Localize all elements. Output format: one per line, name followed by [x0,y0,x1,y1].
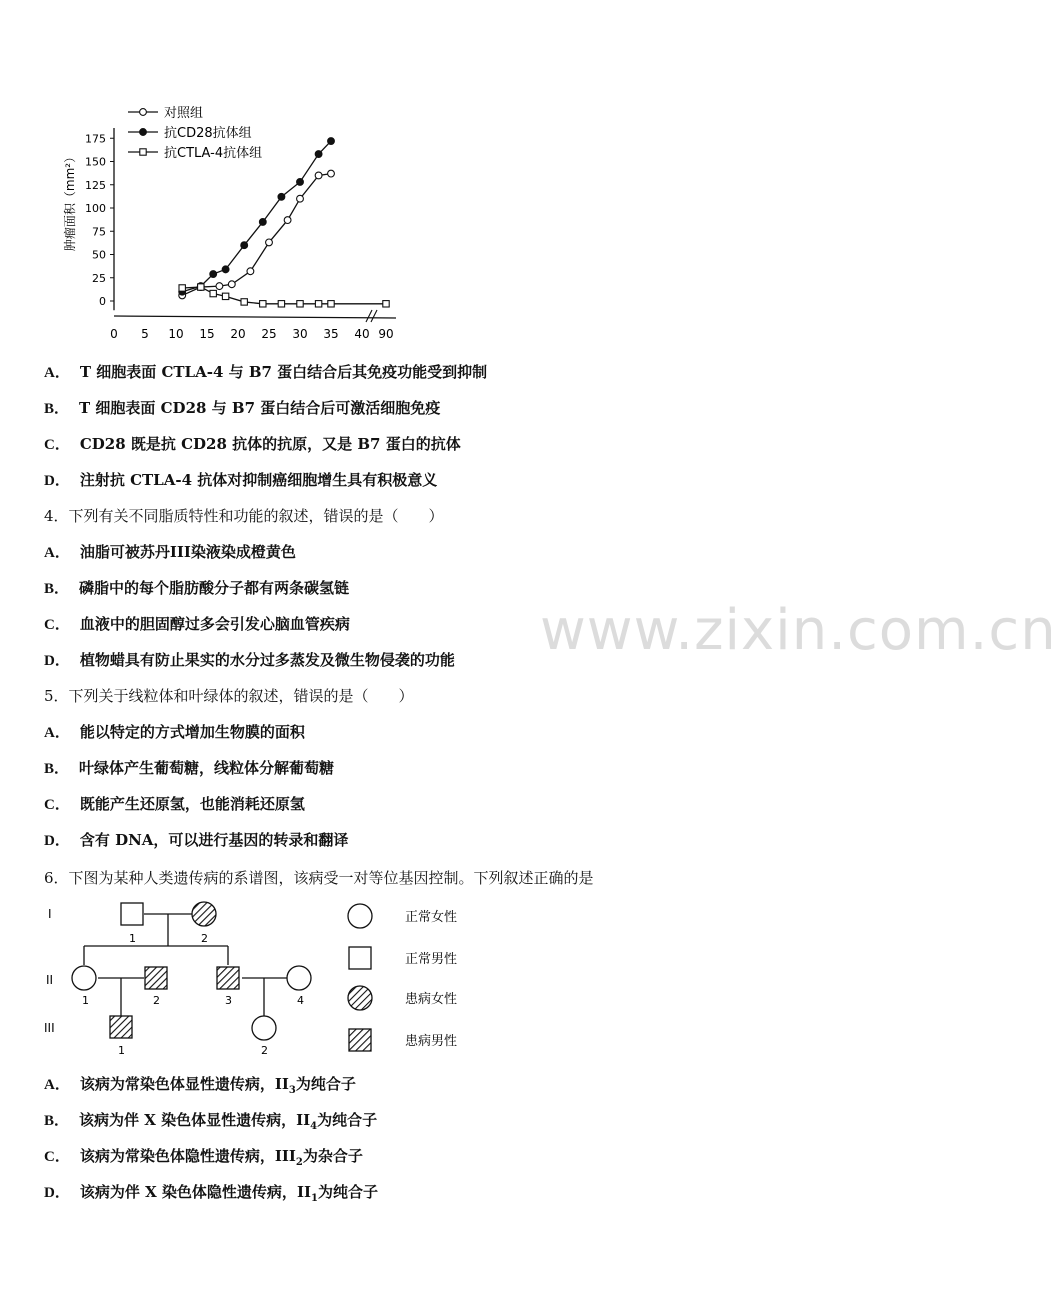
control-series-point [228,281,235,288]
generation-label-iii: III [44,1021,55,1035]
anti-ctla4-series-point [278,301,284,307]
pedigree-number: 1 [129,932,136,945]
y-tick-label: 150 [85,155,106,169]
anti-ctla4-series-point [198,284,204,290]
control-series-point [284,217,291,224]
pedigree-i2-affected-female [192,902,216,926]
control-series-point [266,239,273,246]
legend-anti-ctla4-series-point [140,149,146,155]
anti-cd28-series-point [259,219,266,226]
anti-cd28-series-point [315,151,322,158]
generation-label-ii: II [46,973,54,987]
pedigree-iii1-affected-male [110,1016,132,1038]
pedigree-ii3-affected-male [217,967,239,989]
pedigree-iii2-normal-female [252,1016,276,1040]
q5-option-b: B． 叶绿体产生葡萄糖，线粒体分解葡萄糖 [44,759,335,777]
anti-ctla4-series-point [328,301,334,307]
legend-affected-female: 患病女性 [405,992,458,1007]
x-tick-label: 30 [292,327,308,341]
anti-ctla4-series-point [260,301,266,307]
anti-ctla4-series-point [383,301,389,307]
tumor-area-chart [40,96,400,348]
anti-cd28-series-point [241,242,248,249]
pedigree-number: 2 [261,1044,268,1057]
q3-option-b: B． T 细胞表面 CD28 与 B7 蛋白结合后可激活细胞免疫 [44,399,441,417]
control-series-point [328,170,335,177]
legend-anti-cd28-series-point [140,129,147,136]
legend-affected-male: 患病男性 [405,1034,458,1049]
y-tick-label: 125 [85,178,106,192]
q3-option-a: A． T 细胞表面 CTLA-4 与 B7 蛋白结合后其免疫功能受到抑制 [44,363,488,381]
y-tick-label: 50 [92,248,106,262]
x-tick-label: 0 [110,327,118,341]
anti-ctla4-series-point [297,301,303,307]
y-axis-label: 肿瘤面积（mm²） [63,150,77,252]
q6-stem: 6．下图为某种人类遗传病的系谱图，该病受一对等位基因控制。下列叙述正确的是 [44,869,594,887]
q4-option-d: D． 植物蜡具有防止果实的水分过多蒸发及微生物侵袭的功能 [44,651,455,669]
y-tick-label: 75 [92,225,106,239]
anti-cd28-series-point [222,266,229,273]
q6-option-b: B． 该病为伴 X 染色体显性遗传病，$II_4$为纯合子 [44,1111,378,1132]
q6-option-c: C． 该病为常染色体隐性遗传病，$III_2$为杂合子 [44,1147,363,1168]
pedigree-diagram [40,892,480,1062]
anti-cd28-series-line [182,141,331,292]
control-series-point [315,172,322,179]
legend-affected-male-symbol [349,1029,371,1051]
pedigree-number: 1 [82,994,89,1007]
q4-option-a: A． 油脂可被苏丹III染液染成橙黄色 [44,543,296,561]
q5-option-c: C． 既能产生还原氢，也能消耗还原氢 [44,795,305,813]
anti-cd28-series-point [210,271,217,278]
q5-stem: 5．下列关于线粒体和叶绿体的叙述，错误的是（ ） [44,687,414,705]
q6-option-d: D． 该病为伴 X 染色体隐性遗传病，$II_1$为纯合子 [44,1183,378,1204]
q5-option-a: A． 能以特定的方式增加生物膜的面积 [44,723,305,741]
pedigree-number: 2 [153,994,160,1007]
axis-break-mark [366,310,372,322]
x-tick-label: 25 [261,327,277,341]
pedigree-ii1-normal-female [72,966,96,990]
pedigree-number: 3 [225,994,232,1007]
y-tick-label: 175 [85,132,106,146]
control-series-line [182,174,331,296]
legend-normal-male: 正常男性 [405,952,458,967]
legend-label: 抗CTLA-4抗体组 [164,146,263,161]
anti-ctla4-series-point [241,299,247,305]
anti-ctla4-series-point [210,290,216,296]
q5-option-d: D． 含有 DNA，可以进行基因的转录和翻译 [44,831,349,849]
anti-cd28-series-point [297,179,304,186]
y-tick-label: 0 [99,295,106,308]
q4-option-c: C． 血液中的胆固醇过多会引发心脑血管疾病 [44,615,350,633]
legend-affected-female-symbol [348,986,372,1010]
control-series-point [247,268,254,275]
legend-normal-female: 正常女性 [405,910,458,925]
x-tick-label: 5 [141,327,149,341]
pedigree-i1-normal-male [121,903,143,925]
pedigree-ii2-affected-male [145,967,167,989]
y-tick-label: 25 [92,271,106,285]
x-tick-label: 40 [354,327,370,341]
pedigree-number: 2 [201,932,208,945]
legend-label: 抗CD28抗体组 [164,126,252,141]
pedigree-number: 4 [297,994,304,1007]
legend-normal-male-symbol [349,947,371,969]
anti-ctla4-series-point [179,285,185,291]
pedigree-number: 1 [118,1044,125,1057]
x-tick-label: 20 [230,327,246,341]
generation-label-i: I [48,907,52,921]
pedigree-ii4-normal-female [287,966,311,990]
x-tick-label: 10 [168,327,184,341]
q4-stem: 4．下列有关不同脂质特性和功能的叙述，错误的是（ ） [44,507,444,525]
y-tick-label: 100 [85,202,106,215]
q3-option-d: D． 注射抗 CTLA-4 抗体对抑制癌细胞增生具有积极意义 [44,471,438,489]
legend-normal-female-symbol [348,904,372,928]
q6-option-a: A． 该病为常染色体显性遗传病，$II_3$为纯合子 [44,1075,356,1096]
anti-ctla4-series-point [222,293,228,299]
x-tick-label: 90 [378,327,394,341]
x-axis [114,316,396,318]
anti-cd28-series-point [278,193,285,200]
x-tick-label: 15 [199,327,215,341]
legend-label: 对照组 [164,106,204,121]
control-series-point [297,195,304,202]
anti-ctla4-series-point [315,301,321,307]
x-tick-label: 35 [323,327,339,341]
q4-option-b: B． 磷脂中的每个脂肪酸分子都有两条碳氢链 [44,579,350,597]
watermark: www.zixin.com.cn [540,598,1057,663]
axis-break-mark [371,310,377,322]
control-series-point [216,283,223,290]
legend-control-series-point [140,109,147,116]
q3-option-c: C． CD28 既是抗 CD28 抗体的抗原，又是 B7 蛋白的抗体 [44,435,461,453]
anti-cd28-series-point [328,138,335,145]
